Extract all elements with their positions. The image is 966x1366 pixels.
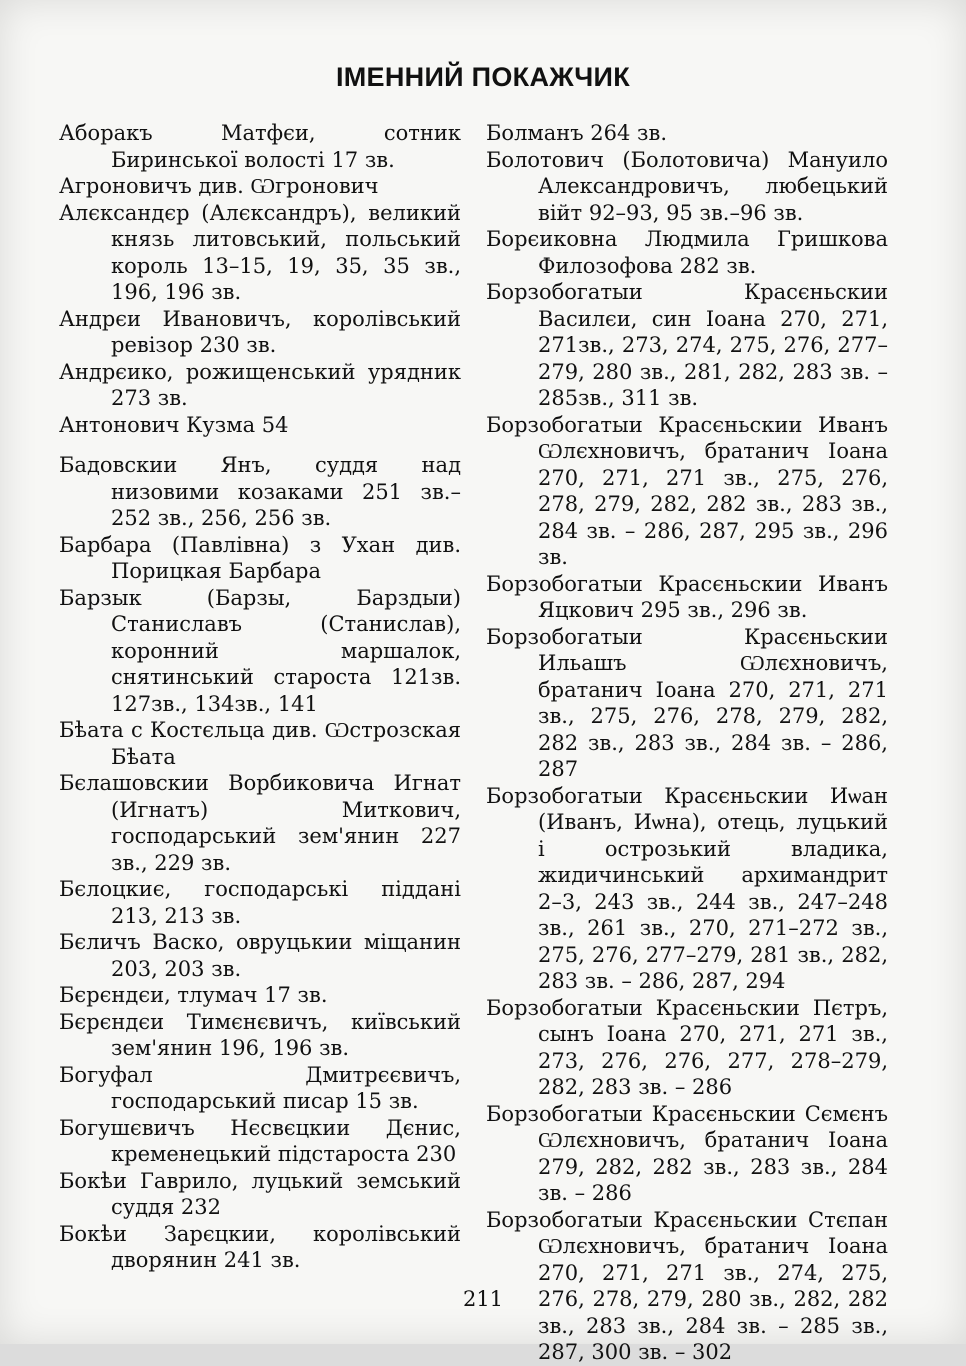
index-entry: Бадовскии Янъ, суддя над низовими козаками 251 зв.–252 зв., 256, 256 зв. [59,453,461,530]
index-entry: Барбара (Павлівна) з Ухан див. Порицкая Барбара [59,532,461,583]
index-entry: Алєксандєр (Алєксандръ), великий князь литовський, польський король 13–15, 19, 35, 35 зв., 196, 196 зв. [59,200,461,304]
index-entry: Борзобогатыи Красєньскии Ильашъ Ѡлєхновичъ, братанич Іоана 270, 271, 271 зв., 275, 276, 278, 279, 282, 282 зв., 283 зв., 284 зв. – 286, 287 [486,624,888,781]
index-entry: Борзобогатыи Красєньскии Иѡан (Иванъ, Иѡна), отець, луцький і острозький владика, жидичинський архимандрит 2–3, 243 зв., 244 зв., 247–248 зв., 261 зв., 270, 271–272 зв., 275, 276, 277–279, 281 зв., 282, 283 зв. – 286, 287, 294 [486,783,888,993]
index-entry: Агроновичъ див. Ѡгронович [59,174,379,198]
index-entry: Бєлоцкиє, господарські піддані 213, 213 зв. [59,877,461,928]
index-entry: Болотович (Болотовича) Мануило Александровичъ, любецький війт 92–93, 95 зв.–96 зв. [486,147,888,225]
index-entry: Бокѣи Гаврило, луцький земський суддя 232 [59,1168,461,1219]
page-number: 211 [462,1287,504,1311]
index-entry: Борзобогатыи Красєньскии Сємєнъ Ѡлєхновичъ, братанич Іоана 279, 282, 282 зв., 283 зв., 284 зв. – 286 [486,1101,888,1205]
index-entry: Бєрєндєи, тлумач 17 зв. [59,983,328,1007]
index-column-left [59,120,461,1274]
index-entry: Бєлашовскии Ворбиковича Игнат (Игнатъ) Миткович, господарський зем'янин 227 зв., 229 зв. [59,771,461,875]
index-entry: Бєличъ Васко, овруцькии міщанин 203, 203 зв. [59,930,461,981]
index-entry: Борзобогатыи Красєньскии Пєтръ, сынъ Іоана 270, 271, 271 зв., 273, 276, 276, 277, 278–279, 282, 283 зв. – 286 [486,995,888,1099]
page-title: ІМЕННИЙ ПОКАЖЧИК [335,62,631,92]
index-entry: Бѣата с Костєльца див. Ѡстрозская Бѣата [59,718,461,769]
index-entry: Бєрєндєи Тимєнєвичъ, київський зем'янин 196, 196 зв. [59,1009,461,1060]
index-entry: Андрєи Ивановичъ, королівський ревізор 230 зв. [59,306,461,357]
index-entry: Борзобогатыи Красєньскии Василєи, син Іоана 270, 271, 271зв., 273, 274, 275, 276, 277–279, 280 зв., 281, 282, 283 зв. – 285зв., 311 зв. [486,280,888,410]
index-column-right [486,120,888,1366]
index-entry: Барзык (Барзы, Барздыи) Станиславъ (Станислав), коронний маршалок, снятинський староста 121зв. 127зв., 134зв., 141 [59,585,461,716]
index-entry: Борзобогатыи Красєньскии Иванъ Ѡлєхновичъ, братанич Іоана 270, 271, 271 зв., 275, 276, 278, 279, 282, 282 зв., 283 зв., 284 зв. – 286, 287, 295 зв., 296 зв. [486,412,888,569]
index-entry: Борзобогатыи Красєньскии Стєпан Ѡлєхновичъ, братанич Іоана 270, 271, 271 зв., 274, 275, 276, 278, 279, 280 зв., 282, 282 зв., 283 зв., 284 зв. – 285 зв., 287, 300 зв. – 302 [486,1207,888,1364]
index-entry: Антонович Кузма 54 [59,412,289,437]
index-entry: Богуфал Дмитрєєвичъ, господарський писар 15 зв. [59,1062,461,1113]
index-entry: Бокѣи Зарєцкии, королівський дворянин 241 зв. [59,1221,461,1272]
index-entry: Андрєико, рожищенський урядник 273 зв. [59,359,461,410]
index-entry: Богушєвичъ Нєсвєцкии Дєнис, кременецький підстароста 230 [59,1115,461,1166]
index-entry: Болманъ 264 зв. [486,121,668,145]
index-entry: Аборакъ Матфєи, сотник Биринської волості 17 зв. [59,121,461,172]
index-entry: Борєиковна Людмила Гришкова Филозофова 282 зв. [486,227,888,278]
index-entry: Борзобогатыи Красєньскии Иванъ Яцкович 295 зв., 296 зв. [486,571,888,622]
